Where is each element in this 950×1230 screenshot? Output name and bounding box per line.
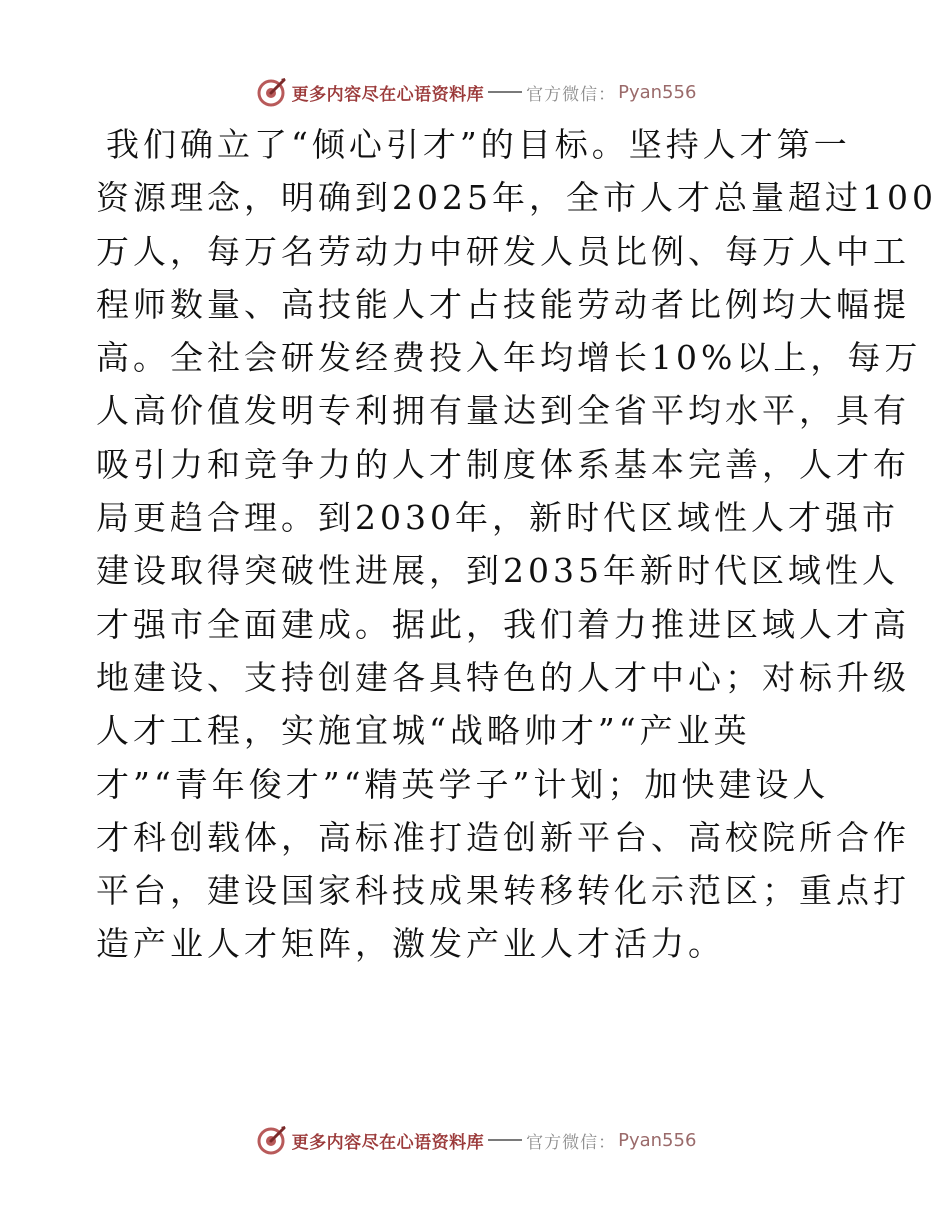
body-line-16: 造产业人才矩阵，激发产业人才活力。 [96, 924, 725, 964]
body-line-5: 高。全社会研发经费投入年均增长10%以上，每万 [96, 338, 922, 378]
header-wechat-id: Pyan556 [618, 81, 697, 103]
body-line-13: 才”“青年俊才”“精英学子”计划；加快建设人 [96, 764, 830, 804]
brand-logo-icon [254, 1123, 288, 1157]
body-line-14: 才科创载体，高标准打造创新平台、高校院所合作 [96, 817, 910, 857]
brand-logo-icon [254, 75, 288, 109]
header-official-label: 官方微信： [526, 84, 617, 105]
footer-wechat-id: Pyan556 [618, 1129, 697, 1151]
body-line-8: 局更趋合理。到2030年，新时代区域性人才强市 [96, 498, 899, 538]
header-dash-divider [488, 91, 522, 93]
body-line-6: 人高价值发明专利拥有量达到全省平均水平，具有 [96, 391, 910, 431]
document-body [96, 118, 937, 971]
footer-official-label: 官方微信： [526, 1132, 617, 1153]
body-line-1: 我们确立了“倾心引才”的目标。坚持人才第一 [106, 125, 851, 164]
body-line-15: 平台，建设国家科技成果转移转化示范区；重点打 [96, 871, 910, 911]
header-banner [0, 72, 950, 112]
header-brand-text: 更多内容尽在心语资料库 [291, 84, 485, 105]
body-line-10: 才强市全面建成。据此，我们着力推进区域人才高 [96, 604, 910, 644]
body-line-3: 万人，每万名劳动力中研发人员比例、每万人中工 [96, 231, 910, 271]
footer-dash-divider [488, 1139, 522, 1141]
body-line-7: 吸引力和竞争力的人才制度体系基本完善，人才布 [96, 444, 910, 484]
body-line-12: 人才工程，实施宜城“战略帅才”“产业英 [96, 711, 751, 751]
body-line-4: 程师数量、高技能人才占技能劳动者比例均大幅提 [96, 284, 910, 324]
body-line-9: 建设取得突破性进展，到2035年新时代区域性人 [96, 551, 899, 591]
footer-brand-text: 更多内容尽在心语资料库 [291, 1132, 485, 1153]
body-line-2: 资源理念，明确到2025年，全市人才总量超过100 [96, 178, 937, 218]
footer-banner [0, 1120, 950, 1160]
body-line-11: 地建设、支持创建各具特色的人才中心；对标升级 [96, 657, 910, 697]
